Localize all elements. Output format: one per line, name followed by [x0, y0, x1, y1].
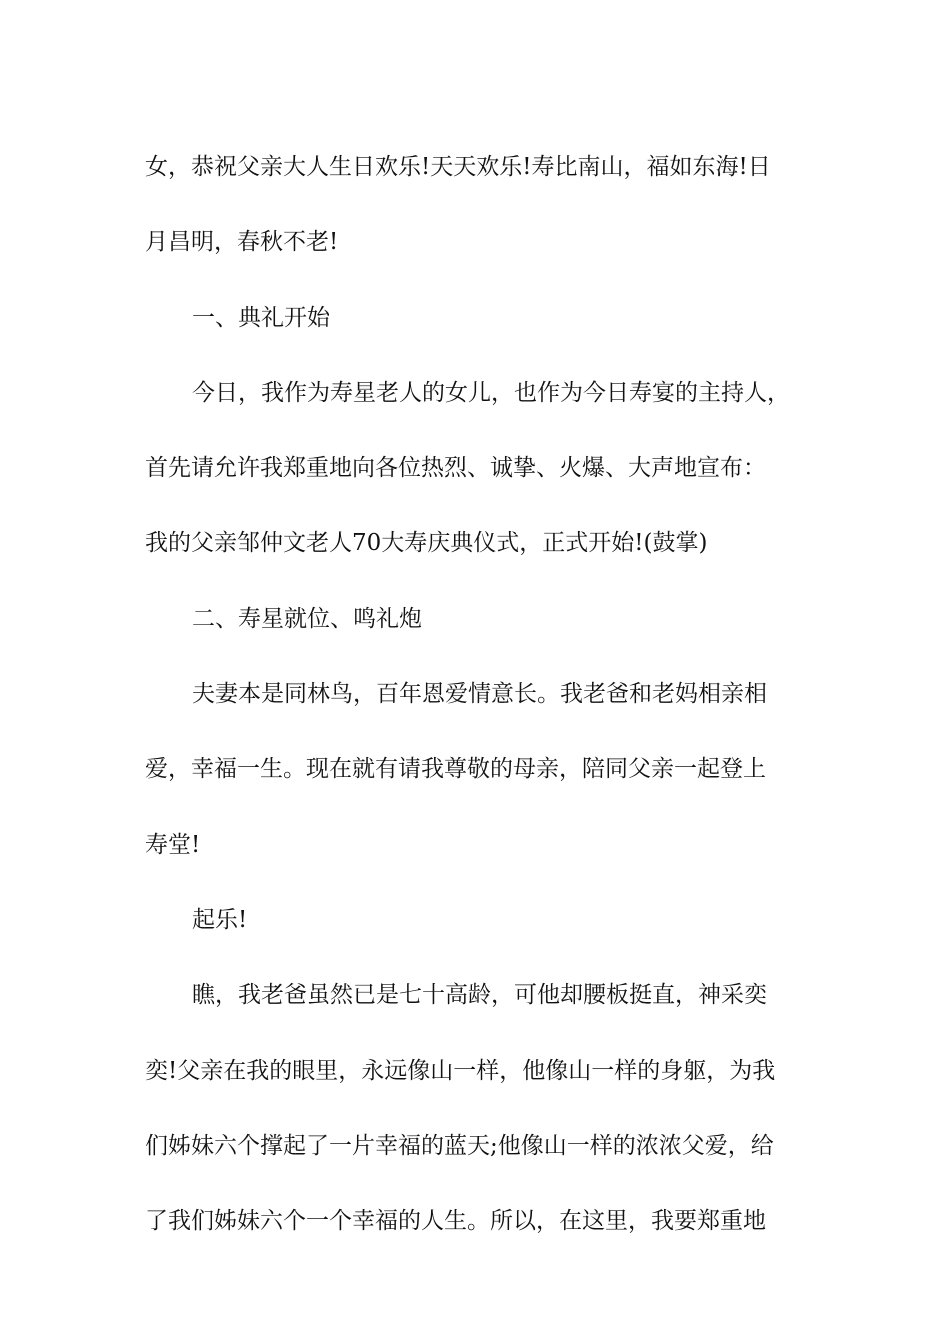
text-line: 我的父亲邹仲文老人70大寿庆典仪式，正式开始!(鼓掌)	[145, 530, 708, 557]
text-line: 夫妻本是同林鸟，百年恩爱情意长。我老爸和老妈相亲相	[192, 681, 767, 708]
text-line: 首先请允许我郑重地向各位热烈、诚挚、火爆、大声地宣布：	[145, 455, 766, 482]
text-line: 女，恭祝父亲大人生日欢乐!天天欢乐!寿比南山，福如东海!日	[145, 154, 771, 180]
text-line: 寿堂!	[145, 831, 201, 858]
text-line: 瞧，我老爸虽然已是七十高龄，可他却腰板挺直，神采奕	[192, 982, 767, 1009]
text-line: 爱，幸福一生。现在就有请我尊敬的母亲，陪同父亲一起登上	[145, 756, 766, 783]
section-heading: 二、寿星就位、鸣礼炮	[192, 605, 422, 632]
text-line: 了我们姊妹六个一个幸福的人生。所以，在这里，我要郑重地	[145, 1208, 766, 1235]
text-line: 起乐!	[192, 906, 248, 933]
text-line: 今日，我作为寿星老人的女儿，也作为今日寿宴的主持人，	[192, 379, 790, 406]
document-body	[145, 130, 810, 1259]
text-line: 们姊妹六个撑起了一片幸福的蓝天;他像山一样的浓浓父爱，给	[145, 1132, 774, 1159]
text-line: 奕!父亲在我的眼里，永远像山一样，他像山一样的身躯，为我	[145, 1057, 776, 1084]
section-heading: 一、典礼开始	[192, 304, 330, 331]
text-line: 月昌明，春秋不老!	[145, 229, 339, 256]
